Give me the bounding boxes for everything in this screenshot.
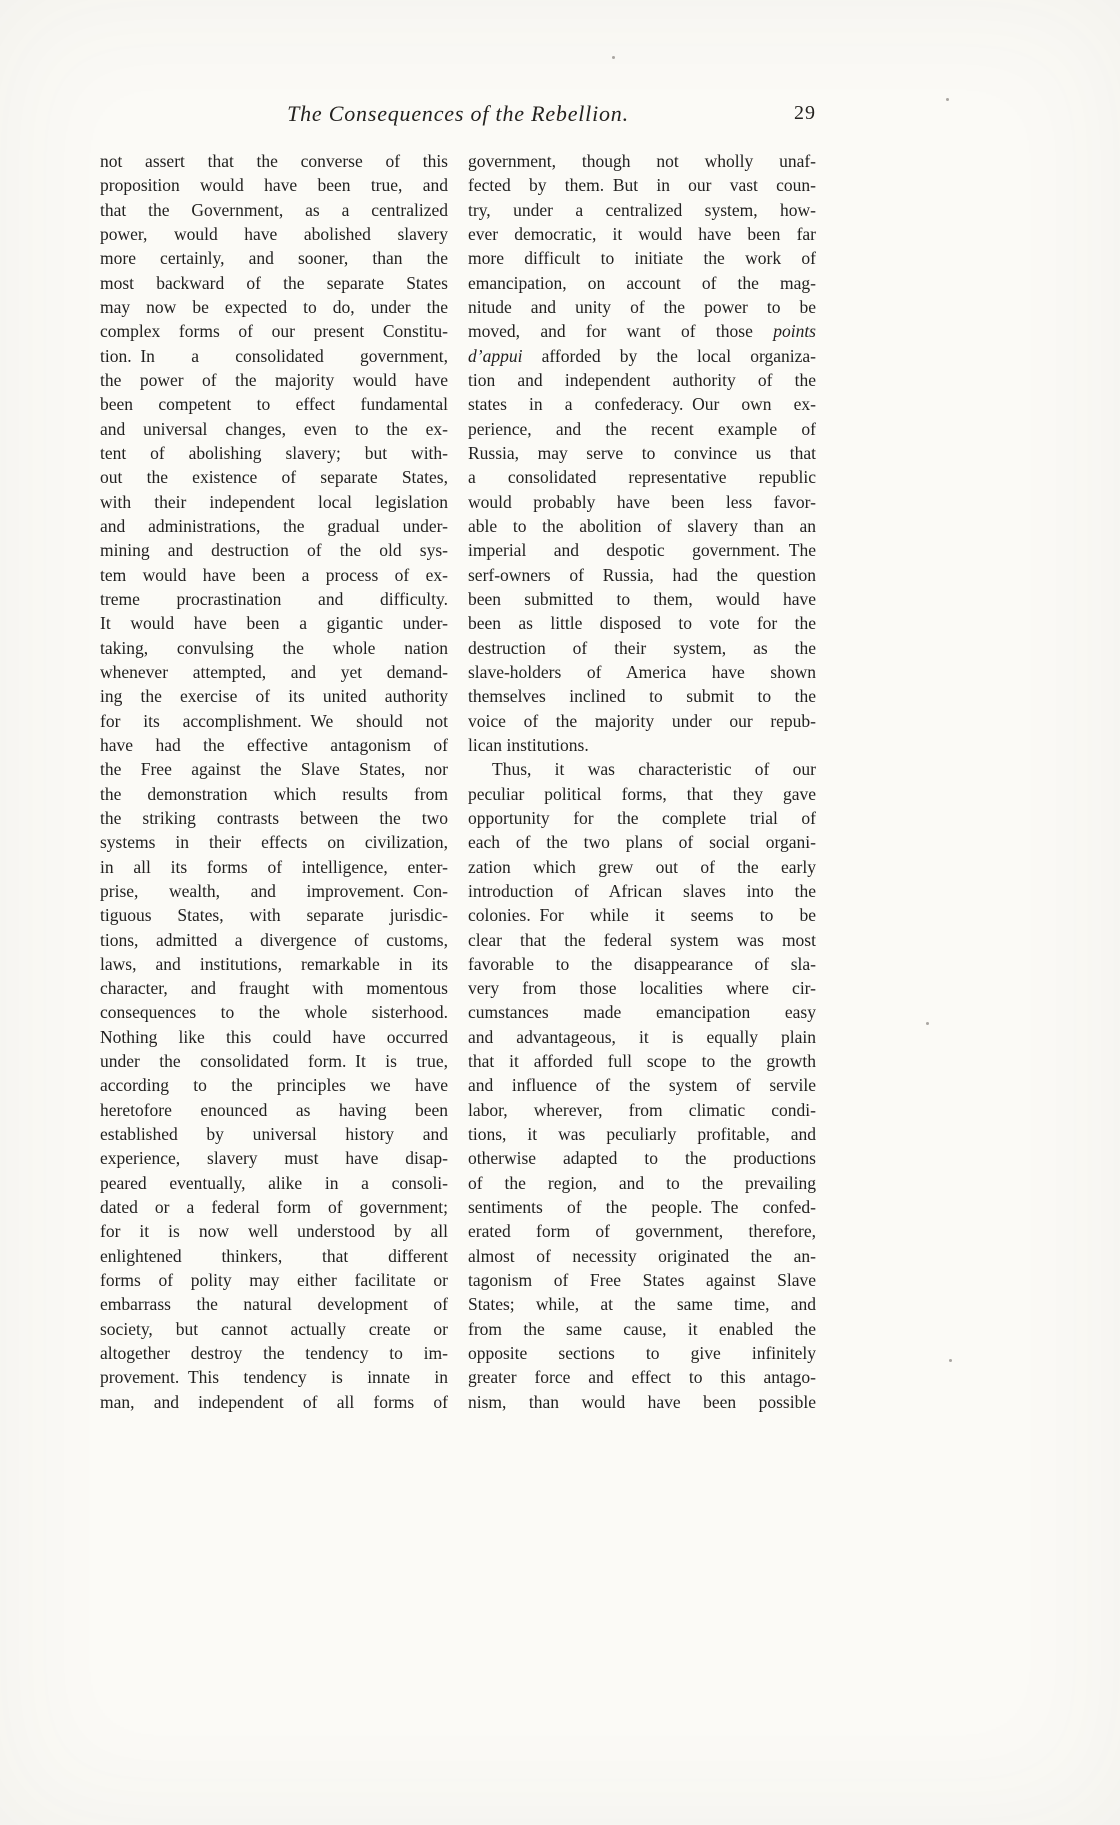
text-line: labor, wherever, from climatic condi- — [468, 1099, 816, 1120]
text-line: and administrations, the gradual under- — [100, 515, 448, 536]
text-line: themselves inclined to submit to the — [468, 686, 816, 707]
text-line: sentiments of the people. The confed- — [468, 1197, 816, 1218]
text-line: almost of necessity originated the an- — [468, 1245, 816, 1266]
text-line: tent of abolishing slavery; but with- — [100, 442, 448, 463]
text-line: enlightened thinkers, that different — [100, 1245, 448, 1266]
text-line: serf-owners of Russia, had the question — [468, 564, 816, 585]
text-line: tion and independent authority of the — [468, 369, 816, 390]
text-line: Russia, may serve to convince us that — [468, 442, 816, 463]
text-line: been submitted to them, would have — [468, 588, 816, 609]
text-line: proposition would have been true, and — [100, 175, 448, 196]
text-line: cumstances made emancipation easy — [468, 1002, 816, 1023]
text-body — [100, 149, 816, 1414]
text-line: tem would have been a process of ex- — [100, 564, 448, 585]
text-line: Thus, it was characteristic of our — [492, 759, 816, 780]
text-line: peared eventually, alike in a consoli- — [100, 1172, 448, 1193]
text-line: able to the abolition of slavery than an — [468, 515, 816, 536]
text-line: States; while, at the same time, and — [468, 1294, 816, 1315]
scan-speck — [949, 1359, 952, 1362]
text-line: nitude and unity of the power to be — [468, 296, 816, 317]
text-line: according to the principles we have — [100, 1075, 448, 1096]
text-line: altogether destroy the tendency to im- — [100, 1343, 448, 1364]
text-line: laws, and institutions, remarkable in its — [100, 953, 448, 974]
text-line: opportunity for the complete trial of — [468, 807, 816, 828]
text-line: and advantageous, it is equally plain — [468, 1026, 816, 1047]
text-line: the Free against the Slave States, nor — [100, 759, 448, 780]
text-line: destruction of their system, as the — [468, 637, 816, 658]
scan-speck — [612, 56, 615, 59]
text-line: established by universal history and — [100, 1124, 448, 1145]
text-line: peculiar political forms, that they gave — [468, 783, 816, 804]
text-line: lican institutions. — [468, 734, 589, 755]
text-column — [468, 149, 816, 1414]
text-line: forms of polity may either facilitate or — [100, 1270, 448, 1291]
text-line: very from those localities where cir- — [468, 978, 816, 999]
text-line: greater force and effect to this antago- — [468, 1367, 816, 1388]
text-line: experience, slavery must have disap- — [100, 1148, 448, 1169]
page-number: 29 — [794, 102, 816, 124]
text-line: a consolidated representative republic — [468, 467, 816, 488]
text-line: taking, convulsing the whole nation — [100, 637, 448, 658]
text-line: imperial and despotic government. The — [468, 540, 816, 561]
text-line: slave-holders of America have shown — [468, 661, 816, 682]
text-line: and influence of the system of servile — [468, 1075, 816, 1096]
text-line: for it is now well understood by all — [100, 1221, 448, 1242]
text-line: colonies. For while it seems to be — [468, 905, 816, 926]
page-header — [100, 101, 816, 133]
text-line: ing the exercise of its united authority — [100, 686, 448, 707]
text-line: not assert that the converse of this — [100, 151, 448, 171]
text-line: prise, wealth, and improvement. Con- — [100, 880, 448, 901]
text-line: society, but cannot actually create or — [100, 1318, 448, 1339]
text-line: with their independent local legislation — [100, 491, 448, 512]
text-line: voice of the majority under our repub- — [468, 710, 816, 731]
text-line: try, under a centralized system, how- — [468, 199, 816, 220]
text-line: and universal changes, even to the ex- — [100, 418, 448, 439]
text-line: that the Government, as a centralized — [100, 199, 448, 220]
text-line: from the same cause, it enabled the — [468, 1318, 816, 1339]
text-line: introduction of African slaves into the — [468, 880, 816, 901]
text-line: favorable to the disappearance of sla- — [468, 953, 816, 974]
text-line: the striking contrasts between the two — [100, 807, 448, 828]
text-line: government, though not wholly unaf- — [468, 151, 816, 171]
scan-speck — [926, 1022, 929, 1025]
text-line: that it afforded full scope to the growth — [468, 1051, 816, 1072]
text-line: man, and independent of all forms of — [100, 1391, 448, 1412]
text-line: heretofore enounced as having been — [100, 1099, 448, 1120]
text-line: systems in their effects on civilization, — [100, 832, 448, 853]
text-line: power, would have abolished slavery — [100, 223, 448, 244]
text-line: of the region, and to the prevailing — [468, 1172, 816, 1193]
text-line: tagonism of Free States against Slave — [468, 1270, 816, 1291]
text-line: clear that the federal system was most — [468, 929, 816, 950]
text-line: tiguous States, with separate jurisdic- — [100, 905, 448, 926]
text-line: otherwise adapted to the productions — [468, 1148, 816, 1169]
text-line: erated form of government, therefore, — [468, 1221, 816, 1242]
running-title: The Consequences of the Rebellion. — [287, 101, 629, 126]
text-line: It would have been a gigantic under- — [100, 613, 448, 634]
text-line: the power of the majority would have — [100, 369, 448, 390]
text-line: whenever attempted, and yet demand- — [100, 661, 448, 682]
text-line: more certainly, and sooner, than the — [100, 248, 448, 269]
text-line: out the existence of separate States, — [100, 467, 448, 488]
text-line: opposite sections to give infinitely — [468, 1343, 816, 1364]
text-line: most backward of the separate States — [100, 272, 448, 293]
text-line: mining and destruction of the old sys- — [100, 540, 448, 561]
text-line: complex forms of our present Constitu- — [100, 321, 448, 342]
text-line: fected by them. But in our vast coun- — [468, 175, 816, 196]
text-line: tions, it was peculiarly profitable, and — [468, 1124, 816, 1145]
text-line: would probably have been less favor- — [468, 491, 816, 512]
text-line: the demonstration which results from — [100, 783, 448, 804]
text-line: emancipation, on account of the mag- — [468, 272, 816, 293]
text-line: embarrass the natural development of — [100, 1294, 448, 1315]
text-line: provement. This tendency is innate in — [100, 1367, 448, 1388]
text-line: tions, admitted a divergence of customs, — [100, 929, 448, 950]
text-line: zation which grew out of the early — [468, 856, 816, 877]
text-line: in all its forms of intelligence, enter- — [100, 856, 448, 877]
text-line: been as little disposed to vote for the — [468, 613, 816, 634]
text-line: nism, than would have been possible — [468, 1391, 816, 1412]
text-column — [100, 149, 448, 1414]
text-line: under the consolidated form. It is true, — [100, 1051, 448, 1072]
text-line: ever democratic, it would have been far — [468, 223, 816, 244]
text-line: each of the two plans of social organi- — [468, 832, 816, 853]
text-line: Nothing like this could have occurred — [100, 1026, 448, 1047]
text-line: may now be expected to do, under the — [100, 296, 448, 317]
text-line: d’appui afforded by the local organiza- — [468, 345, 816, 366]
text-line: states in a confederacy. Our own ex- — [468, 394, 816, 415]
text-line: perience, and the recent example of — [468, 418, 816, 439]
text-line: consequences to the whole sisterhood. — [100, 1002, 448, 1023]
text-line: for its accomplishment. We should not — [100, 710, 448, 731]
text-line: more difficult to initiate the work of — [468, 248, 816, 269]
text-line: been competent to effect fundamental — [100, 394, 448, 415]
text-line: have had the effective antagonism of — [100, 734, 448, 755]
text-line: treme procrastination and difficulty. — [100, 588, 448, 609]
text-line: character, and fraught with momentous — [100, 978, 448, 999]
text-line: moved, and for want of those points — [468, 321, 816, 342]
text-line: tion. In a consolidated government, — [100, 345, 448, 366]
text-line: dated or a federal form of government; — [100, 1197, 448, 1218]
scan-speck — [946, 98, 949, 101]
